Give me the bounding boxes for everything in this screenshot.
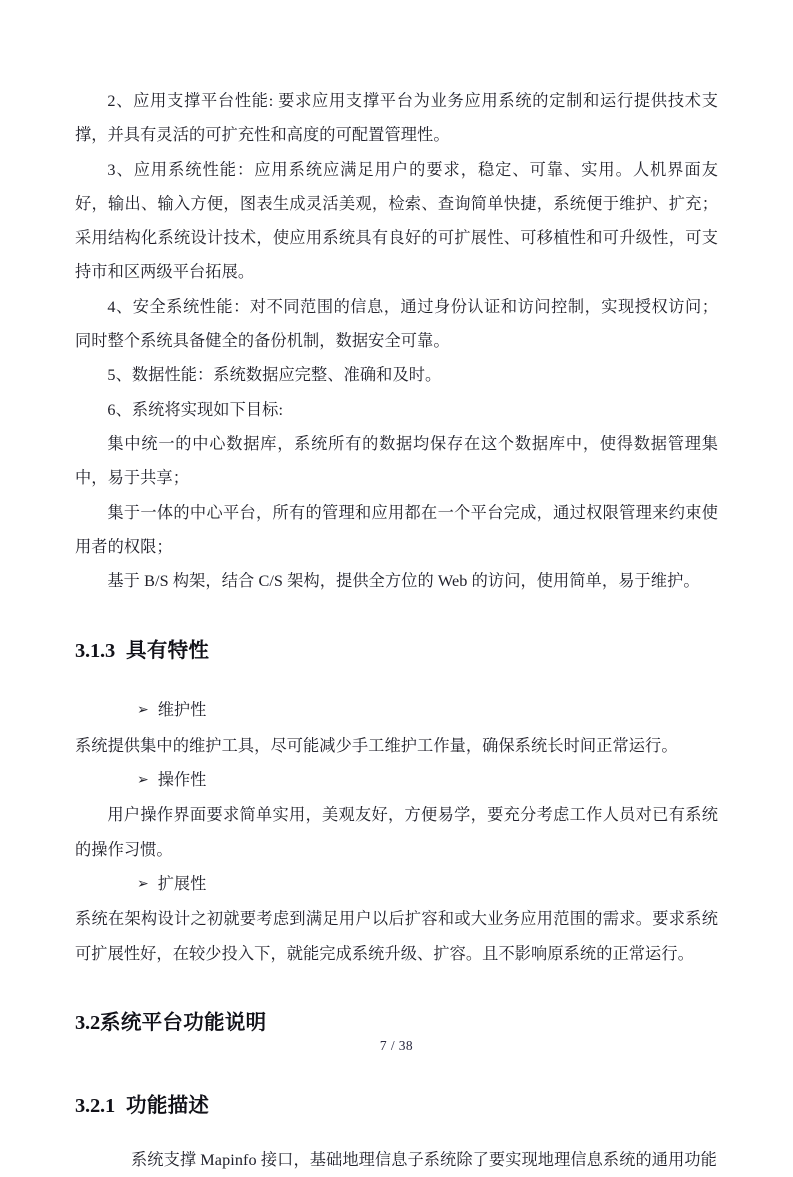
paragraph-item-4: 4、安全系统性能：对不同范围的信息，通过身份认证和访问控制，实现授权访问；同时整个系统具备健全的备份机制，数据安全可靠。	[75, 297, 718, 351]
paragraph-caozuoxing: 用户操作界面要求简单实用，美观友好，方便易学，要充分考虑工作人员对已有系统的操作习惯。	[75, 806, 718, 859]
paragraph-item-3: 3、应用系统性能：应用系统应满足用户的要求，稳定、可靠、实用。人机界面友好，输出、输入方便，图表生成灵活美观，检索、查询简单快捷，系统便于维护、扩充；采用结构化系统设计技术，使应用系统具有良好的可扩展性、可移植性和可升级性，可支持市和区两级平台拓展。	[75, 160, 718, 282]
spacer	[75, 666, 718, 693]
spacer	[75, 1121, 718, 1143]
heading-3-2-number: 3.2	[75, 1011, 101, 1034]
heading-3-2-title: 系统平台功能说明	[100, 1009, 267, 1034]
spacer	[75, 1068, 718, 1090]
heading-3-1-3-number: 3.1.3	[75, 640, 116, 663]
bullet-label: 扩展性	[157, 874, 207, 893]
spacer	[75, 971, 718, 1007]
arrow-bullet-icon: ➢	[137, 702, 149, 719]
arrow-bullet-icon: ➢	[137, 875, 149, 892]
paragraph-goal-3: 基于 B/S 构架，结合 C/S 架构，提供全方位的 Web 的访问，使用简单，易于维护。	[107, 572, 700, 591]
spacer	[75, 598, 718, 635]
paragraph-item-6: 6、系统将实现如下目标:	[107, 400, 284, 419]
paragraph-item-2: 2、应用支撑平台性能: 要求应用支撑平台为业务应用系统的定制和运行提供技术支撑，并具有灵活的可扩充性和高度的可配置管理性。	[75, 92, 718, 145]
paragraph-weihuxing: 系统提供集中的维护工具，尽可能减少手工维护工作量，确保系统长时间正常运行。	[75, 736, 678, 755]
paragraph-goal-1: 集中统一的中心数据库，系统所有的数据均保存在这个数据库中，使得数据管理集中，易于共享；	[75, 434, 718, 488]
bullet-item-kuozhanxing	[75, 867, 718, 902]
bullet-label: 维护性	[157, 701, 207, 720]
bullet-label: 操作性	[157, 771, 207, 790]
heading-3-1-3	[75, 635, 718, 666]
page-content	[75, 84, 718, 1177]
paragraph-kuozhanxing: 系统在架构设计之初就要考虑到满足用户以后扩容和或大业务应用范围的需求。要求系统可扩展性好，在较少投入下，就能完成系统升级、扩容。且不影响原系统的正常运行。	[75, 910, 718, 963]
paragraph-item-5: 5、数据性能：系统数据应完整、准确和及时。	[107, 366, 442, 385]
bullet-item-caozuoxing	[75, 763, 718, 798]
bullet-item-weihuxing	[75, 693, 718, 728]
paragraph-goal-2: 集于一体的中心平台，所有的管理和应用都在一个平台完成，通过权限管理来约束使用者的权限；	[75, 503, 718, 556]
heading-3-2-1	[75, 1090, 718, 1121]
arrow-bullet-icon: ➢	[137, 772, 149, 789]
page-number-footer: 7 / 38	[379, 1038, 414, 1053]
heading-3-2-1-title: 功能描述	[126, 1092, 210, 1117]
heading-3-1-3-title: 具有特性	[126, 638, 210, 663]
heading-3-2	[75, 1007, 718, 1038]
paragraph-function-description: 系统支撑 Mapinfo 接口，基础地理信息子系统除了要实现地理信息系统的通用功能	[131, 1150, 717, 1169]
heading-3-2-1-number: 3.2.1	[75, 1094, 116, 1117]
